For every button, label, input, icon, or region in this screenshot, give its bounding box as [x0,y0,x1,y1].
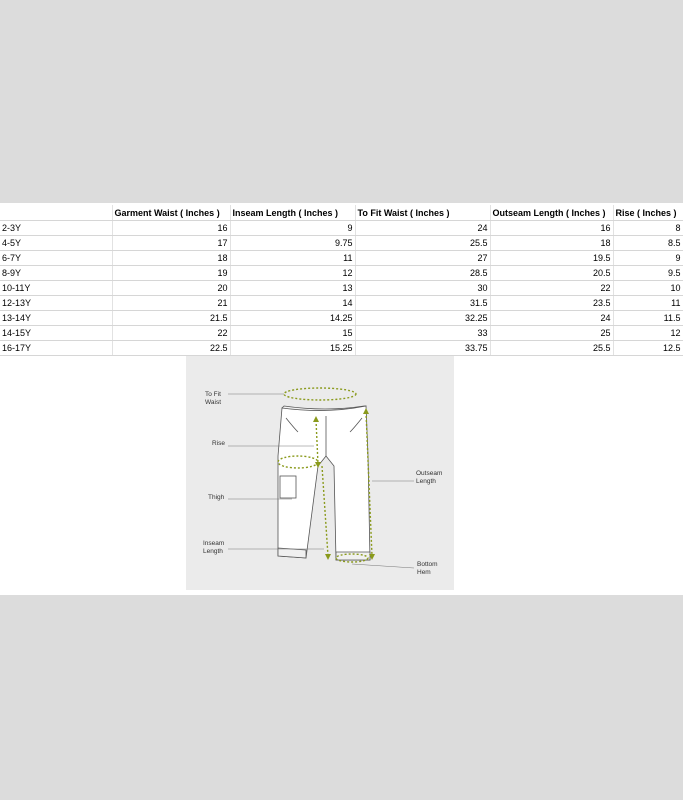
value-cell: 21 [112,296,230,311]
value-cell: 12.5 [613,341,683,356]
header-to-fit-waist: To Fit Waist ( Inches ) [355,205,490,221]
value-cell: 16 [112,221,230,236]
table-row [0,251,683,266]
waist-ellipse [284,388,356,400]
value-cell: 33 [355,326,490,341]
label-bottom-hem: Bottom Hem [417,561,438,576]
value-cell: 24 [355,221,490,236]
value-cell: 10 [613,281,683,296]
value-cell: 23.5 [490,296,613,311]
value-cell: 18 [490,236,613,251]
value-cell: 12 [230,266,355,281]
value-cell: 9 [230,221,355,236]
table-body [0,221,683,356]
value-cell: 20 [112,281,230,296]
value-cell: 19 [112,266,230,281]
value-cell: 31.5 [355,296,490,311]
table-row [0,296,683,311]
size-chart-sheet [0,203,683,595]
pants-illustration [186,356,454,590]
value-cell: 16 [490,221,613,236]
inseam-arrow-bottom [325,554,331,560]
table-row [0,266,683,281]
value-cell: 11 [613,296,683,311]
table-row [0,341,683,356]
pants-body [278,406,370,560]
size-cell: 14-15Y [0,326,112,341]
size-cell: 10-11Y [0,281,112,296]
value-cell: 9.75 [230,236,355,251]
value-cell: 22 [112,326,230,341]
value-cell: 9.5 [613,266,683,281]
value-cell: 30 [355,281,490,296]
size-cell: 6-7Y [0,251,112,266]
leader-hem [352,564,414,568]
size-cell: 2-3Y [0,221,112,236]
value-cell: 14 [230,296,355,311]
value-cell: 9 [613,251,683,266]
label-to-fit-waist: To Fit Waist [205,391,222,406]
header-size [0,205,112,221]
value-cell: 33.75 [355,341,490,356]
size-cell: 16-17Y [0,341,112,356]
header-inseam-length: Inseam Length ( Inches ) [230,205,355,221]
size-table [0,205,683,356]
header-rise: Rise ( Inches ) [613,205,683,221]
size-cell: 12-13Y [0,296,112,311]
value-cell: 24 [490,311,613,326]
value-cell: 8.5 [613,236,683,251]
value-cell: 8 [613,221,683,236]
label-rise: Rise [212,440,226,447]
value-cell: 21.5 [112,311,230,326]
size-cell: 13-14Y [0,311,112,326]
value-cell: 14.25 [230,311,355,326]
header-garment-waist: Garment Waist ( Inches ) [112,205,230,221]
value-cell: 20.5 [490,266,613,281]
size-cell: 4-5Y [0,236,112,251]
value-cell: 15 [230,326,355,341]
value-cell: 27 [355,251,490,266]
label-outseam-length: Outseam Length [416,470,443,485]
value-cell: 22 [490,281,613,296]
value-cell: 11 [230,251,355,266]
value-cell: 15.25 [230,341,355,356]
value-cell: 28.5 [355,266,490,281]
value-cell: 19.5 [490,251,613,266]
value-cell: 11.5 [613,311,683,326]
header-outseam-length: Outseam Length ( Inches ) [490,205,613,221]
value-cell: 25 [490,326,613,341]
value-cell: 25.5 [355,236,490,251]
value-cell: 12 [613,326,683,341]
left-cuff [278,548,306,558]
table-row [0,311,683,326]
pants-measurement-diagram [186,356,454,590]
label-inseam-length: Inseam Length [203,540,225,555]
table-row [0,236,683,251]
value-cell: 25.5 [490,341,613,356]
table-row [0,326,683,341]
label-thigh: Thigh [208,494,225,501]
inseam-line [322,466,328,556]
value-cell: 32.25 [355,311,490,326]
value-cell: 13 [230,281,355,296]
value-cell: 18 [112,251,230,266]
table-header-row [0,205,683,221]
table-row [0,281,683,296]
table-row [0,221,683,236]
value-cell: 17 [112,236,230,251]
size-cell: 8-9Y [0,266,112,281]
value-cell: 22.5 [112,341,230,356]
